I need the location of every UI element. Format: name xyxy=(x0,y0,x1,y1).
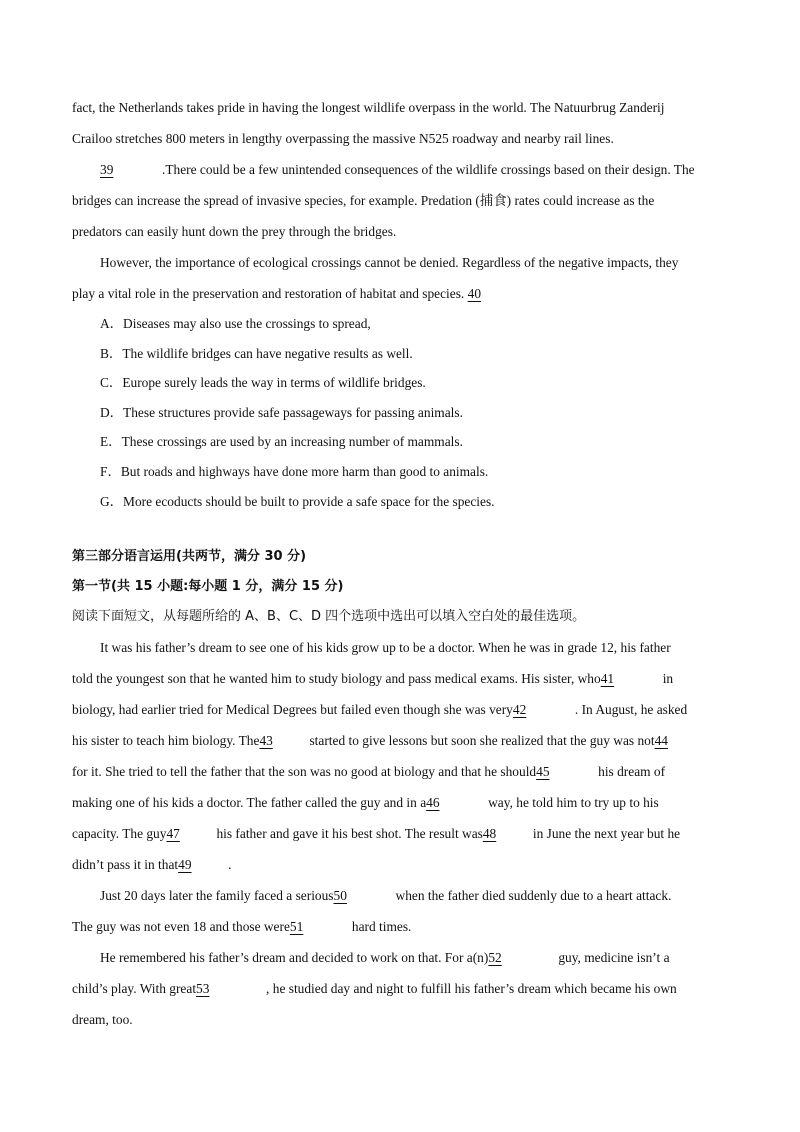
blank-53[interactable]: 53 xyxy=(196,981,210,997)
blank-46[interactable]: 46 xyxy=(426,795,440,811)
passage2-line xyxy=(72,911,728,942)
passage1-line xyxy=(72,92,728,123)
text-line: play a vital role in the preservation and restoration of habitat and species. xyxy=(72,286,465,301)
text-line: started to give lessons but soon she realized that the guy was not xyxy=(309,733,655,749)
text-line: capacity. The guy xyxy=(72,826,167,842)
text-line: dream, too. xyxy=(72,1012,133,1028)
text-line: biology, had earlier tried for Medical Degrees but failed even though she was very xyxy=(72,702,513,718)
text-line: for it. She tried to tell the father that the son was no good at biology and that he should xyxy=(72,764,537,780)
passage2-line xyxy=(72,663,728,694)
text-line: guy, medicine isn’t a xyxy=(558,950,670,966)
text-line: , he studied day and night to fulfill his father’s dream which became his own xyxy=(266,981,677,997)
passage2-line xyxy=(72,787,728,818)
blank-48[interactable]: 48 xyxy=(482,826,497,842)
section-subtitle: 第一节(共 15 小题:每小题 1 分，满分 15 分) xyxy=(72,579,344,595)
passage2-line xyxy=(72,725,728,756)
text-line: child’s play. With great xyxy=(72,981,197,997)
passage2-line xyxy=(72,756,728,787)
blank-43[interactable]: 43 xyxy=(259,733,273,749)
blank-49[interactable]: 49 xyxy=(178,857,192,873)
blank-39[interactable]: 39 xyxy=(100,162,114,177)
passage2-line xyxy=(72,694,728,725)
option-a[interactable]: A．Diseases may also use the crossings to spread, xyxy=(100,316,371,331)
option-f[interactable]: F．But roads and highways have done more harm than good to animals. xyxy=(100,463,489,479)
option-c[interactable]: C．Europe surely leads the way in terms of wildlife bridges. xyxy=(100,375,426,391)
text-line: when the father died suddenly due to a heart attack. xyxy=(395,888,672,904)
passage2-line xyxy=(72,942,728,973)
text-line: bridges can increase the spread of invasive species, for example. Predation (捕食) rates could increase as the xyxy=(72,193,655,208)
text-line: fact, the Netherlands takes pride in having the longest wildlife overpass in the world. The Natuurbrug Zanderij xyxy=(72,100,665,115)
option-b[interactable]: B．The wildlife bridges can have negative results as well. xyxy=(100,345,413,361)
passage2-line xyxy=(72,849,728,880)
passage1-line xyxy=(72,185,728,216)
blank-45[interactable]: 45 xyxy=(536,764,550,780)
text-line: Crailoo stretches 800 meters in lengthy overpassing the massive N525 roadway and nearby rail lines. xyxy=(72,131,614,146)
passage2-line xyxy=(72,818,728,849)
text-line: . In August, he asked xyxy=(574,702,688,718)
option-g[interactable]: G．More ecoducts should be built to provide a safe space for the species. xyxy=(100,493,495,509)
passage2-line xyxy=(72,973,728,1004)
option-e[interactable]: E．These crossings are used by an increasing number of mammals. xyxy=(100,434,463,450)
text-line: .There could be a few unintended consequences of the wildlife crossings based on their design. The xyxy=(162,162,695,177)
text-line: The guy was not even 18 and those were xyxy=(72,919,290,935)
blank-47[interactable]: 47 xyxy=(166,826,180,842)
text-line: predators can easily hunt down the prey through the bridges. xyxy=(72,224,397,239)
passage1-paragraph-3 xyxy=(72,247,728,278)
text-line: his dream of xyxy=(598,764,666,780)
blank-50[interactable]: 50 xyxy=(333,888,347,904)
document-page xyxy=(72,92,728,1035)
text-line: making one of his kids a doctor. The father called the guy and in a xyxy=(72,795,427,811)
text-line: Just 20 days later the family faced a serious xyxy=(100,888,334,904)
text-line: However, the importance of ecological crossings cannot be denied. Regardless of the negative impacts, they xyxy=(100,255,679,270)
text-line: his sister to teach him biology. The xyxy=(72,733,260,749)
passage1-line xyxy=(72,278,728,309)
text-line: in June the next year but he xyxy=(532,826,681,842)
blank-41[interactable]: 41 xyxy=(600,671,615,687)
section-instruction: 阅读下面短文，从每题所给的 A、B、C、D 四个选项中选出可以填入空白处的最佳选项。 xyxy=(72,609,586,625)
option-d[interactable]: D．These structures provide safe passageways for passing animals. xyxy=(100,404,463,420)
passage2-line xyxy=(72,880,728,911)
passage1-line xyxy=(72,123,728,154)
blank-51[interactable]: 51 xyxy=(289,919,304,935)
passage2-line xyxy=(72,632,728,663)
blank-40[interactable]: 40 xyxy=(467,286,482,301)
section-title: 第三部分语言运用(共两节，满分 30 分) xyxy=(72,549,307,565)
passage2-line xyxy=(72,1004,728,1035)
text-line: didn’t pass it in that xyxy=(72,857,179,873)
blank-52[interactable]: 52 xyxy=(488,950,502,966)
text-line: He remembered his father’s dream and decided to work on that. For a(n) xyxy=(100,950,489,966)
text-line: hard times. xyxy=(351,919,412,935)
passage1-paragraph-2 xyxy=(72,154,728,185)
text-line: way, he told him to try up to his xyxy=(488,795,659,811)
section-gap xyxy=(72,516,728,542)
passage1-line xyxy=(72,216,728,247)
blank-44[interactable]: 44 xyxy=(654,733,668,749)
text-line: his father and gave it his best shot. The result was xyxy=(216,826,483,842)
text-line: It was his father’s dream to see one of his kids grow up to be a doctor. When he was in grade 12, his father xyxy=(100,640,671,656)
text-line: . xyxy=(228,857,232,873)
text-line: in xyxy=(662,671,674,687)
blank-42[interactable]: 42 xyxy=(512,702,527,718)
text-line: told the youngest son that he wanted him to study biology and pass medical exams. His sister, who xyxy=(72,671,601,687)
